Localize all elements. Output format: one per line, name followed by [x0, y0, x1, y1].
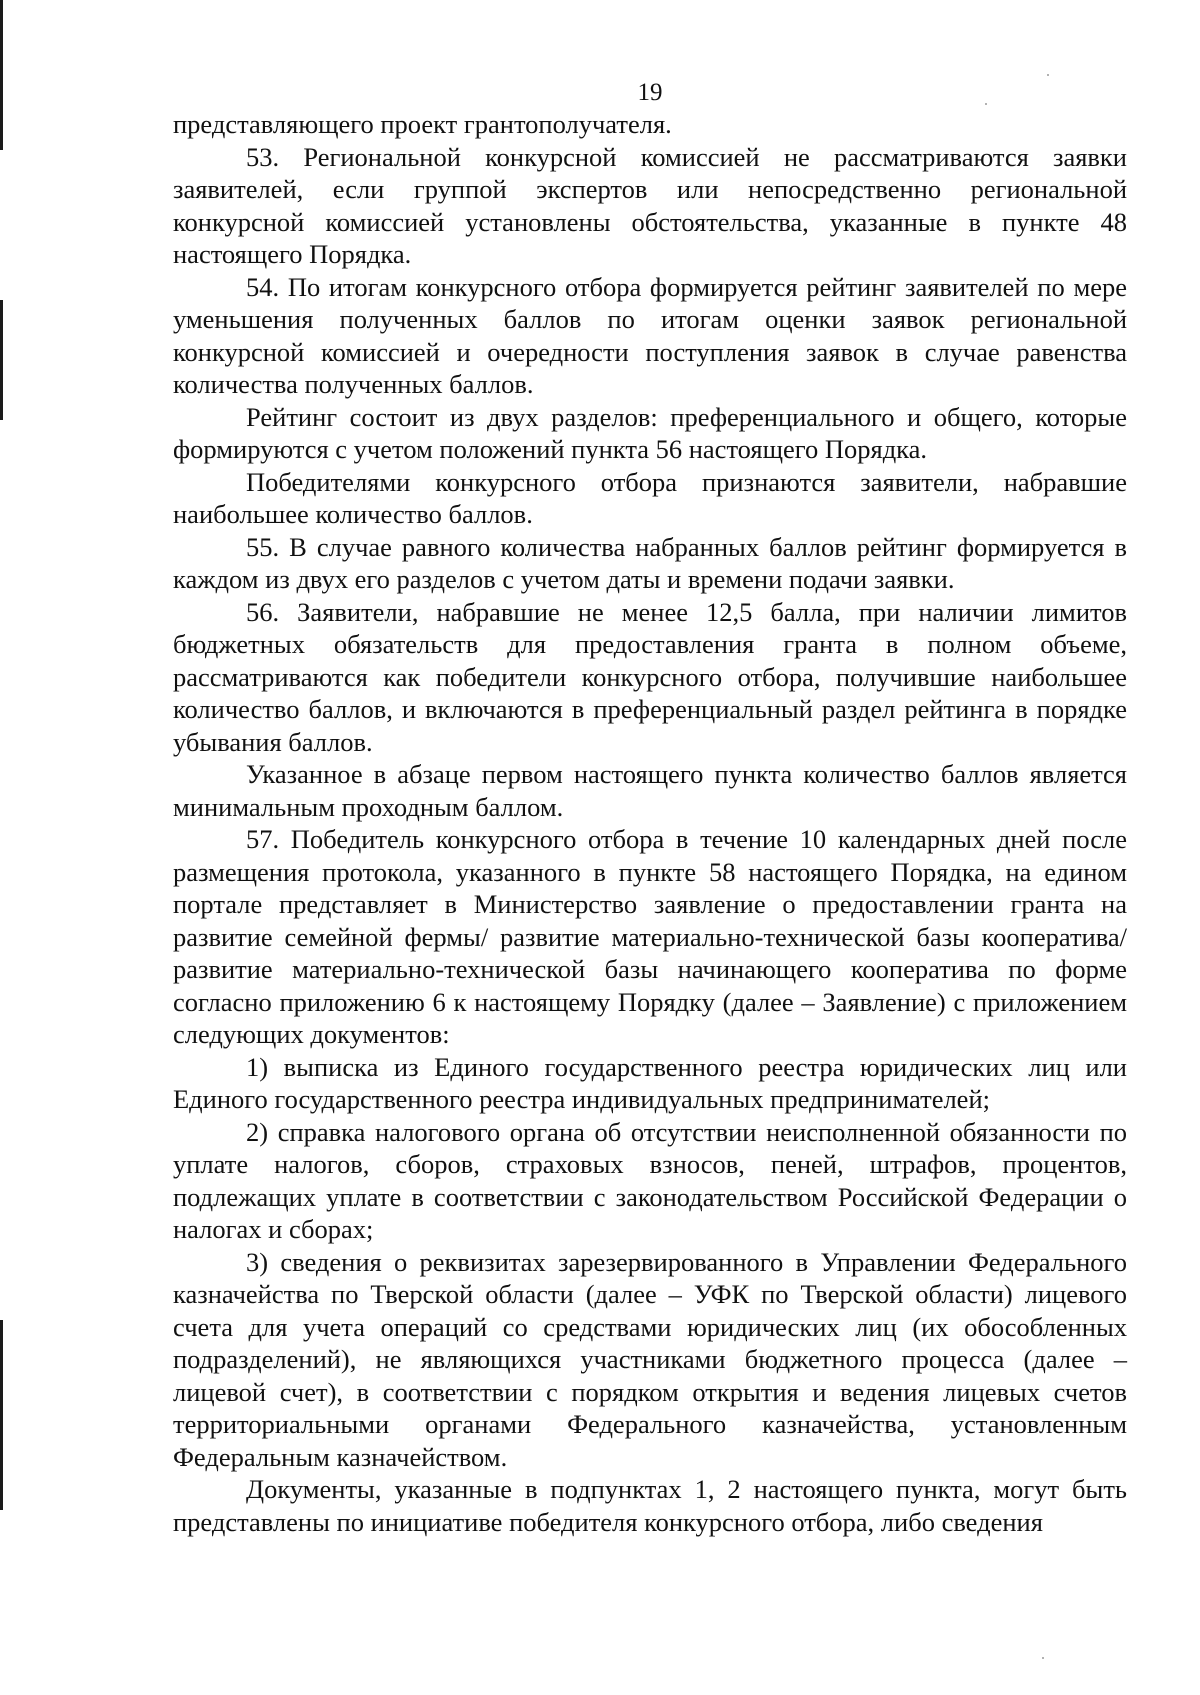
- paragraph: Победителями конкурсного отбора признаются заявители, набравшие наибольшее количество баллов.: [173, 466, 1127, 529]
- paragraph: Указанное в абзаце первом настоящего пункта количество баллов является минимальным проходным баллом.: [173, 759, 1127, 822]
- paragraph: 3) сведения о реквизитах зарезервированного в Управлении Федерального казначейства по Тверской области (далее – УФК по Тверской области) лицевого счета для учета операций со средствами юридических лиц (их обособленных подразделений), не являющихся участниками бюджетного процесса (далее – лицевой счет), в соответствии с порядком открытия и ведения лицевых счетов территориальными органами Федерального казначейства, установленным Федеральным казначейством.: [173, 1246, 1127, 1472]
- document-body: [173, 108, 1127, 1538]
- paragraph: Документы, указанные в подпунктах 1, 2 настоящего пункта, могут быть представлены по инициативе победителя конкурсного отбора, либо сведения: [173, 1474, 1127, 1537]
- paragraph: 55. В случае равного количества набранных баллов рейтинг формируется в каждом из двух его разделов с учетом даты и времени подачи заявки.: [173, 531, 1127, 594]
- scan-speck: [1042, 1657, 1044, 1659]
- page-number: 19: [637, 79, 663, 106]
- scan-speck: [1047, 74, 1049, 76]
- paragraph: 2) справка налогового органа об отсутствии неисполненной обязанности по уплате налогов, сборов, страховых взносов, пеней, штрафов, процентов, подлежащих уплате в соответствии с законодательством Российской Федерации о налогах и сборах;: [173, 1116, 1127, 1244]
- paragraph: 54. По итогам конкурсного отбора формируется рейтинг заявителей по мере уменьшения полученных баллов по итогам оценки заявок региональной конкурсной комиссией и очередности поступления заявок в случае равенства количества полученных баллов.: [173, 271, 1127, 399]
- paragraph: Рейтинг состоит из двух разделов: преференциального и общего, которые формируются с учетом положений пункта 56 настоящего Порядка.: [173, 401, 1127, 464]
- paragraph: 53. Региональной конкурсной комиссией не рассматриваются заявки заявителей, если группой экспертов или непосредственно региональной конкурсной комиссией установлены обстоятельства, указанные в пункте 48 настоящего Порядка.: [173, 141, 1127, 269]
- scan-edge-mark: [0, 1320, 3, 1510]
- scan-edge-mark: [0, 300, 3, 420]
- paragraph: 1) выписка из Единого государственного реестра юридических лиц или Единого государственного реестра индивидуальных предпринимателей;: [173, 1051, 1127, 1114]
- paragraph: 57. Победитель конкурсного отбора в течение 10 календарных дней после размещения протокола, указанного в пункте 58 настоящего Порядка, на едином портале представляет в Министерство заявление о предоставлении гранта на развитие семейной фермы/ развитие материально-технической базы кооператива/развитие материально-технической базы начинающего кооператива по форме согласно приложению 6 к настоящему Порядку (далее – Заявление) с приложением следующих документов:: [173, 824, 1127, 1049]
- document-page: [173, 78, 1127, 1538]
- paragraph: 56. Заявители, набравшие не менее 12,5 балла, при наличии лимитов бюджетных обязательств для предоставления гранта в полном объеме, рассматриваются как победители конкурсного отбора, получившие наибольшее количество баллов, и включаются в преференциальный раздел рейтинга в порядке убывания баллов.: [173, 596, 1127, 757]
- scan-edge-mark: [0, 0, 3, 150]
- paragraph: представляющего проект грантополучателя.: [173, 109, 672, 139]
